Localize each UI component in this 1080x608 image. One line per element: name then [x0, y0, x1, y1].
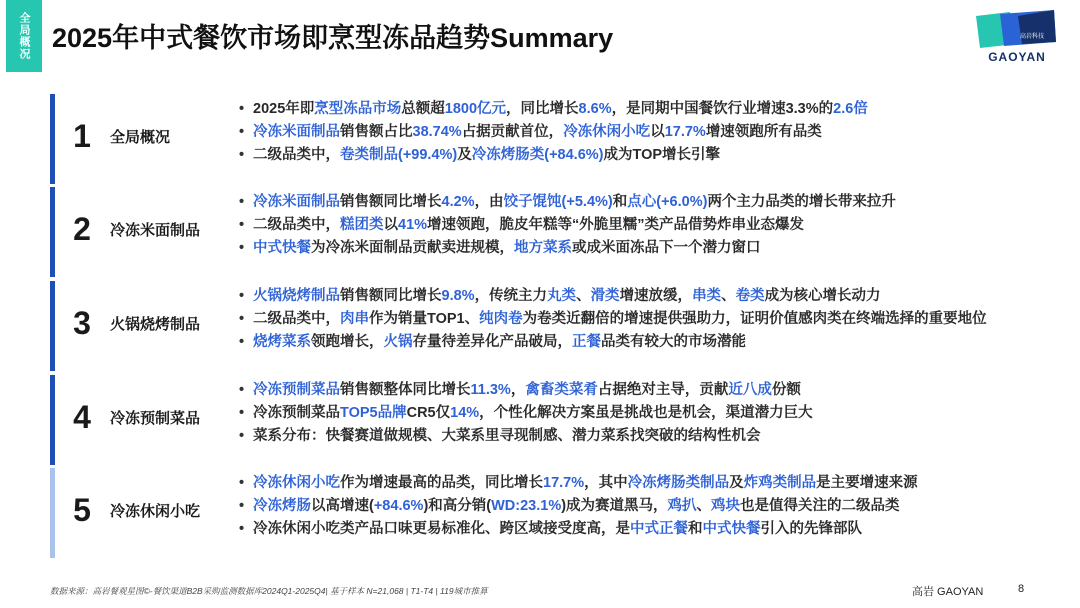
bullet-item — [235, 425, 1065, 448]
section-bullets — [235, 191, 1065, 260]
body-text: ，个性化解决方案虽是挑战也是机会，渠道潜力巨大 — [479, 405, 813, 421]
highlight-text: 中式快餐 — [702, 521, 761, 537]
body-text: )和高分销( — [423, 498, 492, 514]
section-accent-bar — [50, 281, 55, 371]
highlight-text: 滑类 — [590, 288, 620, 304]
highlight-text: 1800亿元 — [444, 101, 507, 117]
data-source-note: 数据来源：高岩餐观星图©-餐饮渠道B2B采购监测数据库2024Q1-2025Q4| 基于样本 N=21,068 | T1-T4 | 119城市推算 — [50, 586, 488, 596]
body-text: 、 — [721, 288, 736, 304]
highlight-text: 卷类 — [735, 288, 765, 304]
section-label: 火锅烧烤制品 — [110, 316, 201, 333]
highlight-text: 串类 — [692, 288, 722, 304]
highlight-text: 9.8% — [441, 288, 475, 304]
body-text: 为卷类近翻倍的增速提供强助力，证明价值感肉类在终端选择的重要地位 — [522, 311, 987, 327]
highlight-text: 纯肉卷 — [479, 311, 523, 327]
body-text: 冷冻预制菜品 — [253, 405, 340, 421]
highlight-text: 炸鸡类制品 — [743, 475, 817, 491]
body-text: 以高增速( — [311, 498, 374, 514]
highlight-text: 冷冻烤肠类(+84.6%) — [471, 147, 604, 163]
body-text: ， — [510, 382, 526, 398]
section-label: 冷冻休闲小吃 — [110, 503, 201, 520]
body-text: 成为核心增长动力 — [764, 288, 881, 304]
body-text: 作为增速最高的品类，同比增长 — [340, 475, 543, 491]
body-text: 是主要增速来源 — [816, 475, 918, 491]
highlight-text: 禽畜类菜肴 — [525, 382, 598, 398]
highlight-text: 冷冻烤肠类制品 — [627, 475, 730, 491]
highlight-text: 11.3% — [470, 382, 511, 398]
bullet-item — [235, 472, 1065, 495]
highlight-text: 近八成 — [728, 382, 772, 398]
highlight-text: 鸡扒 — [667, 498, 697, 514]
body-text: 增速领跑所有品类 — [705, 124, 822, 140]
highlight-text: 冷冻休闲小吃 — [253, 475, 340, 491]
body-text: CR5仅 — [406, 405, 451, 421]
body-text: 销售额整体同比增长 — [340, 382, 471, 398]
section-5 — [50, 468, 1070, 558]
section-number: 5 — [73, 492, 91, 528]
body-text: 销售额同比增长 — [340, 288, 442, 304]
body-text: 引入的先锋部队 — [760, 521, 862, 537]
body-text: ，其中 — [584, 475, 628, 491]
section-tag: 全局概况 — [6, 0, 42, 72]
body-text: 以 — [650, 124, 665, 140]
highlight-text: 地方菜系 — [514, 240, 572, 256]
section-4 — [50, 375, 1070, 465]
bullet-item — [235, 237, 1065, 260]
section-number: 4 — [73, 399, 91, 435]
highlight-text: 火锅烧烤制品 — [253, 288, 340, 304]
highlight-text: 4.2% — [441, 194, 475, 210]
bullet-item — [235, 285, 1065, 308]
section-3 — [50, 281, 1070, 371]
page-title: 2025年中式餐饮市场即烹型冻品趋势Summary — [52, 23, 614, 53]
bullet-item — [235, 144, 1065, 167]
section-accent-bar — [50, 375, 55, 465]
body-text: 总额超 — [401, 101, 445, 117]
bullet-item — [235, 518, 1065, 541]
page-number: 8 — [1018, 583, 1025, 595]
body-text: 二级品类中， — [253, 311, 340, 327]
highlight-text: 鸡块 — [711, 498, 741, 514]
highlight-text: +84.6% — [373, 498, 424, 514]
bullet-item — [235, 121, 1065, 144]
highlight-text: 2.6倍 — [833, 101, 868, 117]
body-text: 领跑增长， — [311, 334, 384, 350]
highlight-text: 17.7% — [664, 124, 706, 140]
section-accent-bar — [50, 468, 55, 558]
footer-brand: 高岩 GAOYAN — [912, 586, 984, 598]
section-number: 1 — [73, 118, 91, 154]
body-text: 存量待差异化产品破局， — [412, 334, 572, 350]
highlight-text: 饺子馄饨(+5.4%) — [503, 194, 613, 210]
highlight-text: 丸类 — [547, 288, 577, 304]
body-text: 及 — [729, 475, 744, 491]
highlight-text: 冷冻预制菜品 — [253, 382, 340, 398]
body-text: 品类有较大的市场潜能 — [601, 334, 746, 350]
highlight-text: 8.6% — [578, 101, 612, 117]
section-label: 冷冻预制菜品 — [110, 410, 201, 427]
summary-sections — [50, 94, 1070, 544]
body-text: ，是同期中国餐饮行业增速3.3%的 — [611, 101, 834, 117]
highlight-text: 烧烤菜系 — [253, 334, 311, 350]
body-text: 占据贡献首位， — [461, 124, 564, 140]
body-text: 也是值得关注的二级品类 — [740, 498, 900, 514]
body-text: )成为赛道黑马， — [561, 498, 668, 514]
section-label: 冷冻米面制品 — [110, 222, 201, 239]
body-text: 作为销量TOP1、 — [369, 311, 480, 327]
section-bullets — [235, 98, 1065, 167]
highlight-text: 38.74% — [412, 124, 462, 140]
highlight-text: 正餐 — [572, 334, 601, 350]
bullet-item — [235, 308, 1065, 331]
body-text: 2025年即 — [253, 101, 315, 117]
highlight-text: 冷冻休闲小吃 — [563, 124, 651, 140]
body-text: 及 — [457, 147, 472, 163]
highlight-text: 14% — [450, 405, 480, 421]
body-text: ，由 — [474, 194, 504, 210]
body-text: 占据绝对主导，贡献 — [597, 382, 729, 398]
highlight-text: WD:23.1% — [491, 498, 562, 514]
section-bullets — [235, 472, 1065, 541]
body-text: 二级品类中， — [253, 217, 340, 233]
body-text: 份额 — [771, 382, 801, 398]
section-accent-bar — [50, 187, 55, 277]
highlight-text: 中式快餐 — [253, 240, 311, 256]
body-text: 以 — [383, 217, 398, 233]
section-accent-bar — [50, 94, 55, 184]
body-text: ，同比增长 — [506, 101, 579, 117]
highlight-text: 火锅 — [383, 334, 413, 350]
body-text: 二级品类中， — [253, 147, 340, 163]
bullet-item — [235, 214, 1065, 237]
section-label: 全局概况 — [110, 129, 171, 146]
body-text: 、 — [576, 288, 591, 304]
body-text: 增速放缓， — [619, 288, 693, 304]
bullet-item — [235, 379, 1065, 402]
highlight-text: 冷冻米面制品 — [253, 124, 340, 140]
section-bullets — [235, 379, 1065, 448]
body-text: 、 — [696, 498, 712, 514]
body-text: 菜系分布：快餐赛道做规模、大菜系里寻现制感、潜力菜系找突破的结构性机会 — [253, 428, 761, 444]
body-text: 和 — [612, 194, 628, 210]
body-text: 成为TOP增长引擎 — [603, 147, 721, 163]
highlight-text: 肉串 — [340, 311, 369, 327]
bullet-item — [235, 331, 1065, 354]
section-number: 2 — [73, 211, 91, 247]
section-bullets — [235, 285, 1065, 354]
highlight-text: TOP5品牌 — [340, 405, 407, 421]
body-text: 增速领跑，脆皮年糕等“外脆里糯”类产品借势炸串业态爆发 — [427, 217, 805, 233]
body-text: 为冷冻米面制品贡献卖进规模， — [311, 240, 514, 256]
highlight-text: 冷冻烤肠 — [253, 498, 311, 514]
section-1 — [50, 94, 1070, 184]
highlight-text: 中式正餐 — [630, 521, 688, 537]
section-2 — [50, 187, 1070, 277]
body-text: 或成米面冻品下一个潜力窗口 — [572, 240, 761, 256]
bullet-item — [235, 191, 1065, 214]
highlight-text: 糕团类 — [340, 217, 384, 233]
highlight-text: 卷类制品(+99.4%) — [340, 147, 458, 163]
body-text: 两个主力品类的增长带来拉升 — [707, 194, 896, 210]
highlight-text: 点心(+6.0%) — [627, 194, 708, 210]
body-text: 冷冻休闲小吃类产品口味更易标准化、跨区域接受度高，是 — [253, 521, 630, 537]
logo-brand-text: GAOYAN — [988, 50, 1046, 64]
svg-text:高岩科技: 高岩科技 — [1019, 33, 1045, 40]
bullet-item — [235, 495, 1065, 518]
highlight-text: 烹型冻品市场 — [314, 101, 402, 117]
body-text: 销售额同比增长 — [340, 194, 442, 210]
bullet-item — [235, 402, 1065, 425]
highlight-text: 41% — [398, 217, 428, 233]
section-number: 3 — [73, 305, 91, 341]
bullet-item — [235, 98, 1065, 121]
body-text: 销售额占比 — [340, 124, 413, 140]
body-text: ，传统主力 — [474, 288, 548, 304]
body-text: 和 — [688, 521, 703, 537]
highlight-text: 冷冻米面制品 — [253, 194, 340, 210]
highlight-text: 17.7% — [543, 475, 585, 491]
